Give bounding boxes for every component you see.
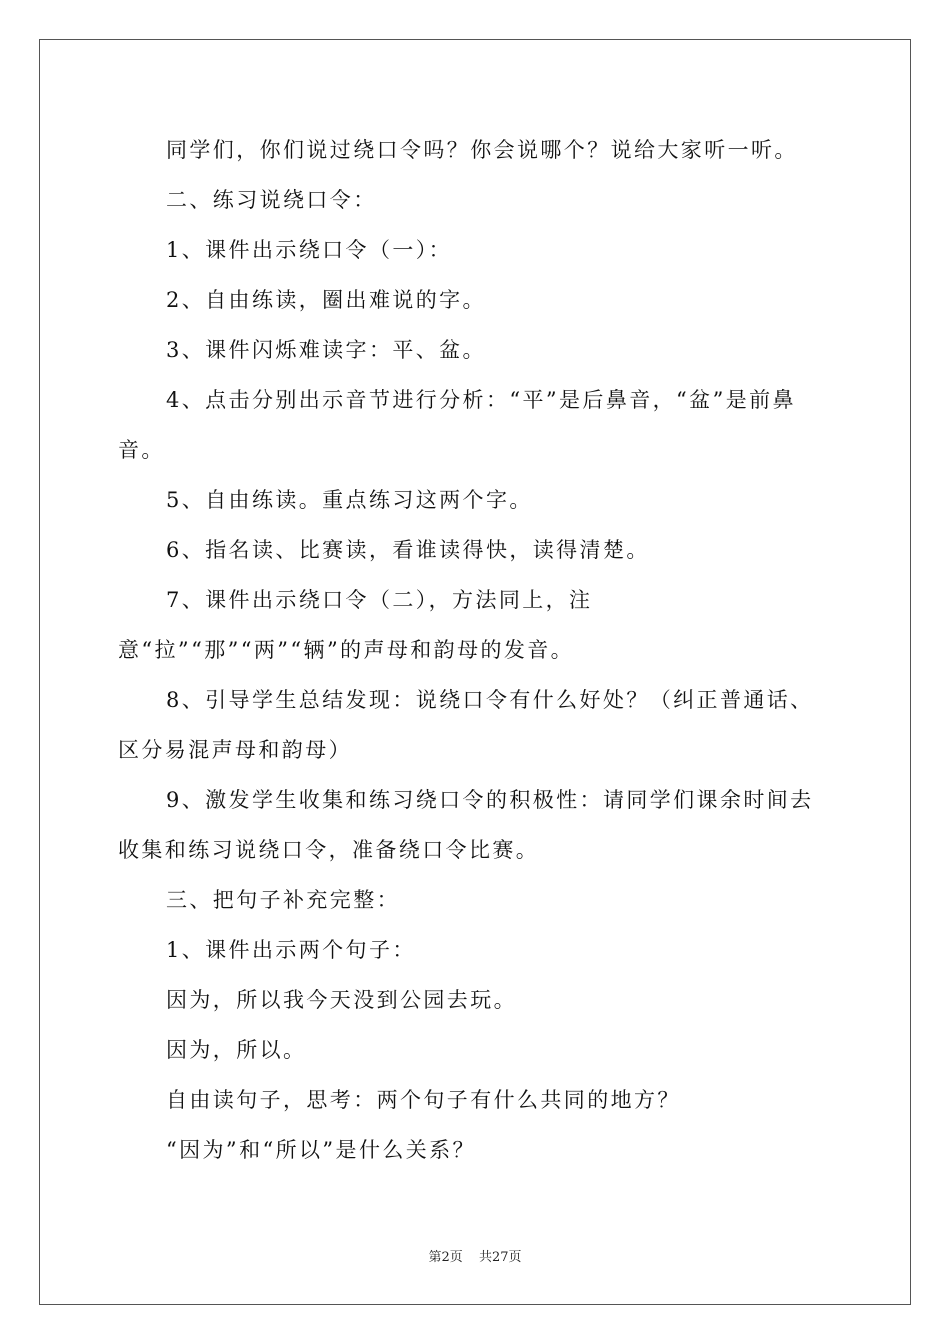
page-total: 共27页 — [478, 1250, 522, 1265]
paragraph: 4、点击分别出示音节进行分析：“平”是后鼻音，“盆”是前鼻音。 — [118, 388, 796, 462]
paragraph: 自由读句子，思考：两个句子有什么共同的地方？ — [166, 1088, 681, 1112]
section-heading: 三、把句子补充完整： — [166, 888, 400, 912]
page-number: 第2页 — [428, 1250, 463, 1265]
paragraph: 因为，所以我今天没到公园去玩。 — [166, 988, 517, 1012]
paragraph: 因为，所以。 — [166, 1038, 307, 1062]
paragraph: 3、课件闪烁难读字：平、盆。 — [166, 338, 486, 362]
paragraph: 同学们，你们说过绕口令吗？你会说哪个？说给大家听一听。 — [166, 138, 798, 162]
paragraph: 7、课件出示绕口令（二），方法同上，注意“拉”“那”“两”“辆”的声母和韵母的发音。 — [118, 588, 593, 662]
paragraph: “因为”和“所以”是什么关系？ — [166, 1138, 476, 1162]
section-heading: 二、练习说绕口令： — [166, 188, 377, 212]
document-body — [118, 125, 836, 1175]
paragraph: 2、自由练读，圈出难说的字。 — [166, 288, 486, 312]
paragraph: 9、激发学生收集和练习绕口令的积极性：请同学们课余时间去收集和练习说绕口令，准备绕口令比赛。 — [118, 788, 814, 862]
paragraph: 6、指名读、比赛读，看谁读得快，读得清楚。 — [166, 538, 650, 562]
paragraph: 1、课件出示两个句子： — [166, 938, 416, 962]
paragraph: 5、自由练读。重点练习这两个字。 — [166, 488, 533, 512]
paragraph: 1、课件出示绕口令（一）： — [166, 238, 453, 262]
page-footer — [0, 1246, 950, 1265]
paragraph: 8、引导学生总结发现：说绕口令有什么好处？（纠正普通话、区分易混声母和韵母） — [118, 688, 814, 762]
